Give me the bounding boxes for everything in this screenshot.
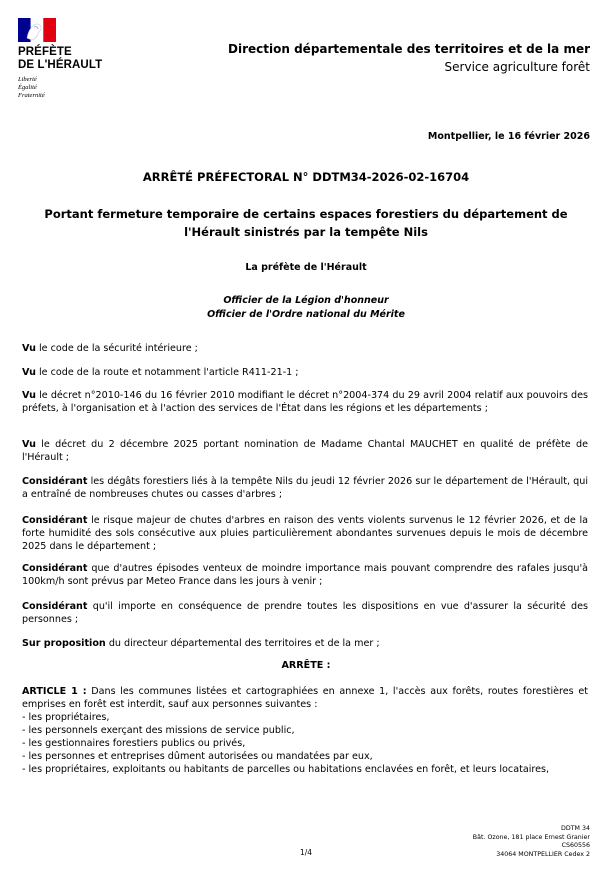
prefect-honours — [0, 294, 612, 322]
arrete-heading: ARRÊTE : — [281, 660, 331, 671]
address-line: CS60556 — [561, 842, 590, 849]
address-line: DDTM 34 — [561, 825, 590, 832]
clause-text: les dégâts forestiers liés à la tempête Nils du jeudi 12 février 2026 sur le département de l'Hérault, qui a entraîné de nombreuses chutes ou casses d'arbres ; — [22, 476, 588, 500]
clause-vu-decret-2010 — [22, 389, 588, 415]
clause-considerant-episodes — [22, 562, 588, 588]
clause-keyword: Vu — [22, 439, 36, 450]
article-1 — [22, 685, 588, 776]
clause-keyword: Sur proposition — [22, 638, 106, 649]
clause-keyword: Vu — [22, 343, 36, 354]
clause-considerant-degats — [22, 475, 588, 501]
republic-motto — [18, 76, 128, 100]
list-item: - les propriétaires, exploitants ou habitants de parcelles ou habitations enclavées en forêt, et leurs locataires, — [22, 764, 550, 775]
list-item: - les gestionnaires forestiers publics ou privés, — [22, 738, 246, 749]
footer-address — [473, 825, 590, 859]
article-1-label: ARTICLE 1 : — [22, 686, 87, 697]
list-item: - les propriétaires, — [22, 712, 110, 723]
clause-text: du directeur départemental des territoires et de la mer ; — [105, 638, 380, 649]
clause-keyword: Considérant — [22, 563, 88, 574]
clause-keyword: Vu — [22, 390, 36, 401]
prefecture-name — [18, 46, 128, 72]
department-name: Direction départementale des territoires et de la mer — [228, 42, 590, 56]
department-header — [228, 40, 590, 76]
decree-subject-line1: Portant fermeture temporaire de certains espaces forestiers du département de — [44, 207, 568, 221]
clause-text: le risque majeur de chutes d'arbres en raison des vents violents survenus le 12 février 2026, et de la forte humidité des sols consécutive aux pluies particulièrement abondantes survenues depuis le mois de décembre 2025 dans le département ; — [22, 515, 588, 552]
prefecture-logo — [18, 18, 128, 100]
clause-keyword: Vu — [22, 367, 36, 378]
honour-legion: Officier de la Légion d'honneur — [223, 295, 389, 306]
clause-text: que d'autres épisodes venteux de moindre importance mais pouvant comprendre des rafales jusqu'à 100km/h sont prévus par Meteo France dans les jours à venir ; — [22, 563, 588, 587]
list-item: - les personnes et entreprises dûment autorisées ou mandatées par eux, — [22, 751, 373, 762]
clause-vu-nomination — [22, 438, 588, 464]
motto-liberte: Liberté — [18, 76, 37, 83]
decree-title: ARRÊTÉ PRÉFECTORAL N° DDTM34-2026-02-16704 — [142, 170, 470, 184]
service-name: Service agriculture forêt — [444, 60, 590, 74]
clause-vu-route — [22, 366, 588, 379]
list-item: - les personnels exerçant des missions de service public, — [22, 725, 295, 736]
clause-keyword: Considérant — [22, 601, 88, 612]
prefecture-name-line1: PRÉFÈTE — [18, 46, 72, 58]
motto-fraternite: Fraternité — [18, 92, 45, 99]
clause-sur-proposition — [22, 637, 588, 650]
clause-keyword: Considérant — [22, 515, 88, 526]
document-date: Montpellier, le 16 février 2026 — [427, 131, 590, 142]
address-line: Bât. Ozone, 181 place Ernest Granier — [472, 833, 590, 841]
clause-considerant-risque — [22, 514, 588, 553]
clause-text: qu'il importe en conséquence de prendre toutes les dispositions en vue d'assurer la sécurité des personnes ; — [22, 601, 588, 625]
clause-text: le code de la sécurité intérieure ; — [35, 343, 198, 354]
honour-merite: Officier de l'Ordre national du Mérite — [207, 309, 405, 320]
address-line: 34064 MONTPELLIER Cedex 2 — [496, 850, 590, 858]
decree-subject-line2: l'Hérault sinistrés par la tempête Nils — [184, 225, 428, 239]
decree-subject — [30, 205, 582, 241]
prefecture-name-line2: DE L'HÉRAULT — [18, 59, 103, 71]
clause-text: le décret du 2 décembre 2025 portant nomination de Madame Chantal MAUCHET en qualité de préfète de l'Hérault ; — [22, 439, 588, 463]
clause-text: le décret n°2010-146 du 16 février 2010 modifiant le décret n°2004-374 du 29 avril 2004 relatif aux pouvoirs des préfets, à l'organisation et à l'action des services de l'État dans les régions et les départements ; — [22, 390, 588, 414]
marianne-flag-icon — [18, 18, 56, 42]
page-number: 1/4 — [299, 848, 313, 857]
clause-keyword: Considérant — [22, 476, 88, 487]
clause-text: le code de la route et notamment l'article R411-21-1 ; — [35, 367, 299, 378]
prefect-title: La préfète de l'Hérault — [245, 262, 367, 273]
authorized-persons-list — [22, 711, 588, 776]
clause-considerant-securite — [22, 600, 588, 626]
clause-vu-securite — [22, 342, 588, 355]
motto-egalite: Égalité — [18, 84, 37, 91]
article-1-text: Dans les communes listées et cartographiées en annexe 1, l'accès aux forêts, routes forestières et emprises en forêt est interdit, sauf aux personnes suivantes : — [22, 686, 588, 710]
